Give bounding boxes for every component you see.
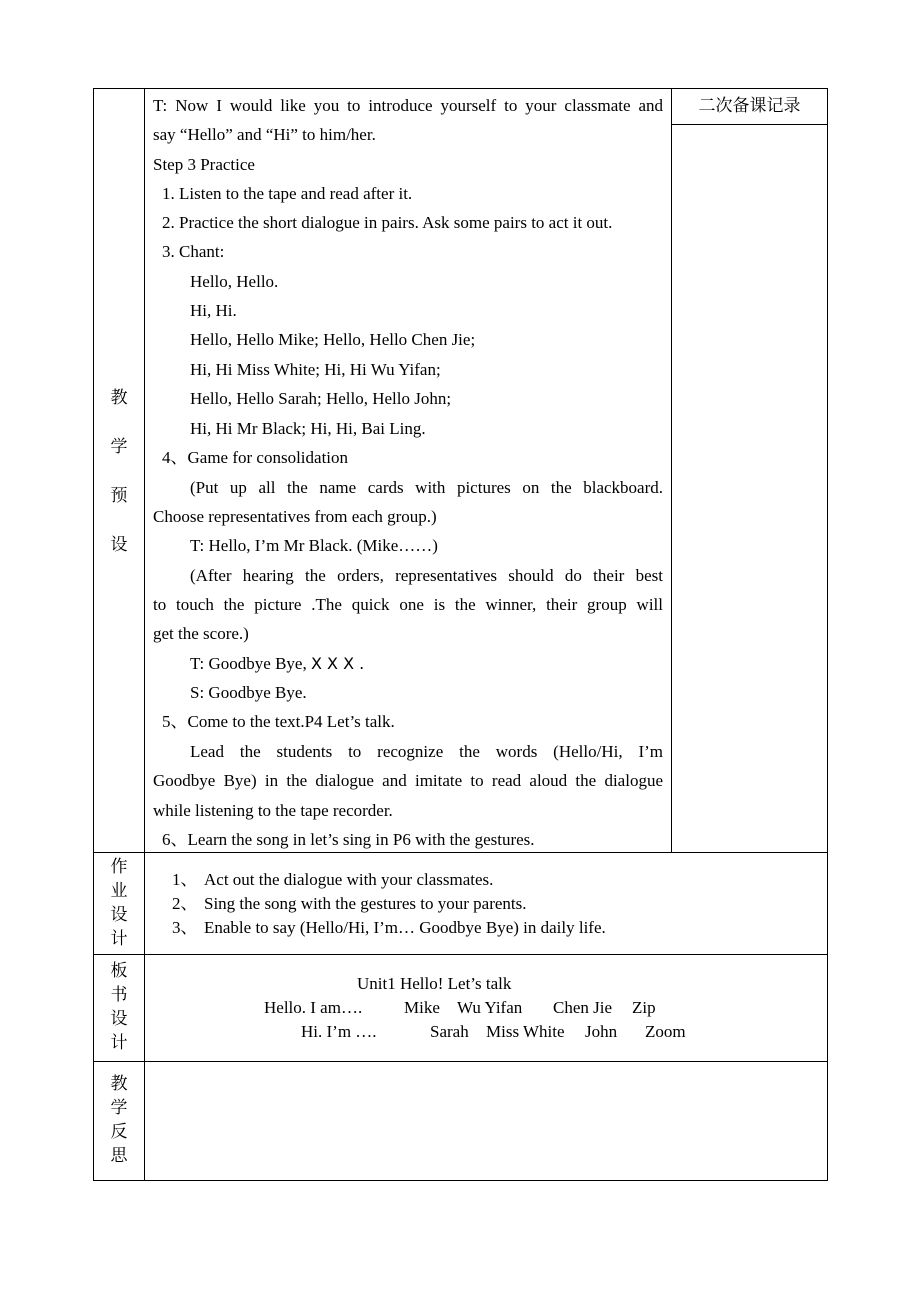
student-placeholder: X X X .	[310, 654, 365, 673]
label-char: 教	[110, 388, 128, 408]
label-char: 业	[110, 881, 128, 901]
board-greeting: Hello. I am….	[264, 998, 363, 1017]
game-line-2: Choose representatives from each group.)	[153, 507, 437, 526]
second-prep-header: 二次备课记录	[698, 96, 801, 116]
chant-line: Hello, Hello Mike; Hello, Hello Chen Jie;	[190, 330, 476, 349]
practice-item-3: 3. Chant:	[162, 242, 225, 261]
label-char: 书	[110, 985, 128, 1005]
label-char: 作	[110, 857, 128, 877]
game-line-7	[190, 654, 364, 674]
label-char: 教	[110, 1074, 128, 1094]
notes-column-border	[671, 88, 672, 853]
board-name: Miss White	[486, 1022, 565, 1041]
label-char: 学	[110, 437, 128, 457]
chant-line: Hi, Hi Miss White; Hi, Hi Wu Yifan;	[190, 360, 441, 379]
game-line-8: S: Goodbye Bye.	[190, 683, 307, 702]
board-name: Wu Yifan	[457, 998, 523, 1017]
reflection-area	[145, 1062, 827, 1180]
game-line-4: (After hearing the orders, representatives should do their best	[190, 566, 663, 585]
board-greeting: Hi. I’m ….	[301, 1022, 377, 1041]
game-line-1: (Put up all the name cards with pictures on the blackboard.	[190, 478, 663, 497]
game-line-6: get the score.)	[153, 624, 249, 643]
label-char: 预	[110, 486, 128, 506]
row-divider-plan-homework	[93, 852, 828, 853]
board-name: Zip	[632, 998, 656, 1017]
practice-item-5: 5、Come to the text.P4 Let’s talk.	[162, 712, 395, 731]
homework-number: 2、	[172, 894, 198, 913]
label-char: 计	[110, 929, 128, 949]
text-line-3: while listening to the tape recorder.	[153, 801, 393, 820]
board-name: Sarah	[430, 1022, 469, 1041]
chant-line: Hi, Hi Mr Black; Hi, Hi, Bai Ling.	[190, 419, 426, 438]
intro-line-1: T: Now I would like you to introduce yourself to your classmate and	[153, 96, 663, 115]
table-left-border	[93, 88, 94, 1181]
practice-item-4: 4、Game for consolidation	[162, 448, 349, 467]
label-column-border	[144, 88, 145, 1181]
board-name: Zoom	[645, 1022, 686, 1041]
label-char: 板	[110, 961, 128, 981]
board-name: Chen Jie	[553, 998, 613, 1017]
teacher-goodbye: T: Goodbye Bye,	[190, 654, 307, 673]
homework-item: Sing the song with the gestures to your parents.	[204, 894, 527, 913]
practice-item-6: 6、Learn the song in let’s sing in P6 with the gestures.	[162, 830, 535, 849]
label-char: 反	[110, 1122, 128, 1142]
homework-item: Act out the dialogue with your classmates.	[204, 870, 494, 889]
notes-header-border	[671, 124, 828, 125]
text-line-2: Goodbye Bye) in the dialogue and imitate to read aloud the dialogue	[153, 771, 663, 790]
practice-item-1: 1. Listen to the tape and read after it.	[162, 184, 413, 203]
game-line-5: to touch the picture .The quick one is the winner, their group will	[153, 595, 663, 614]
chant-line: Hi, Hi.	[190, 301, 237, 320]
row-divider-homework-board	[93, 954, 828, 955]
chant-line: Hello, Hello Sarah; Hello, Hello John;	[190, 389, 452, 408]
label-char: 设	[110, 1009, 128, 1029]
game-line-3: T: Hello, I’m Mr Black. (Mike……)	[190, 536, 438, 555]
text-line-1: Lead the students to recognize the words (Hello/Hi, I’m	[190, 742, 663, 761]
table-right-border	[827, 88, 828, 1181]
table-top-border	[93, 88, 828, 89]
intro-line-2: say “Hello” and “Hi” to him/her.	[153, 125, 376, 144]
label-char: 计	[110, 1033, 128, 1053]
table-bottom-border	[93, 1180, 828, 1181]
board-name: Mike	[404, 998, 440, 1017]
chant-line: Hello, Hello.	[190, 272, 279, 291]
board-title: Unit1 Hello! Let’s talk	[357, 974, 512, 993]
board-name: John	[585, 1022, 618, 1041]
step3-heading: Step 3 Practice	[153, 155, 255, 174]
label-char: 思	[110, 1146, 128, 1166]
label-char: 学	[110, 1098, 128, 1118]
homework-item: Enable to say (Hello/Hi, I’m… Goodbye Bye) in daily life.	[204, 918, 606, 937]
label-char: 设	[110, 535, 128, 555]
label-char: 设	[110, 905, 128, 925]
homework-number: 1、	[172, 870, 198, 889]
homework-number: 3、	[172, 918, 198, 937]
practice-item-2: 2. Practice the short dialogue in pairs. Ask some pairs to act it out.	[162, 213, 613, 232]
